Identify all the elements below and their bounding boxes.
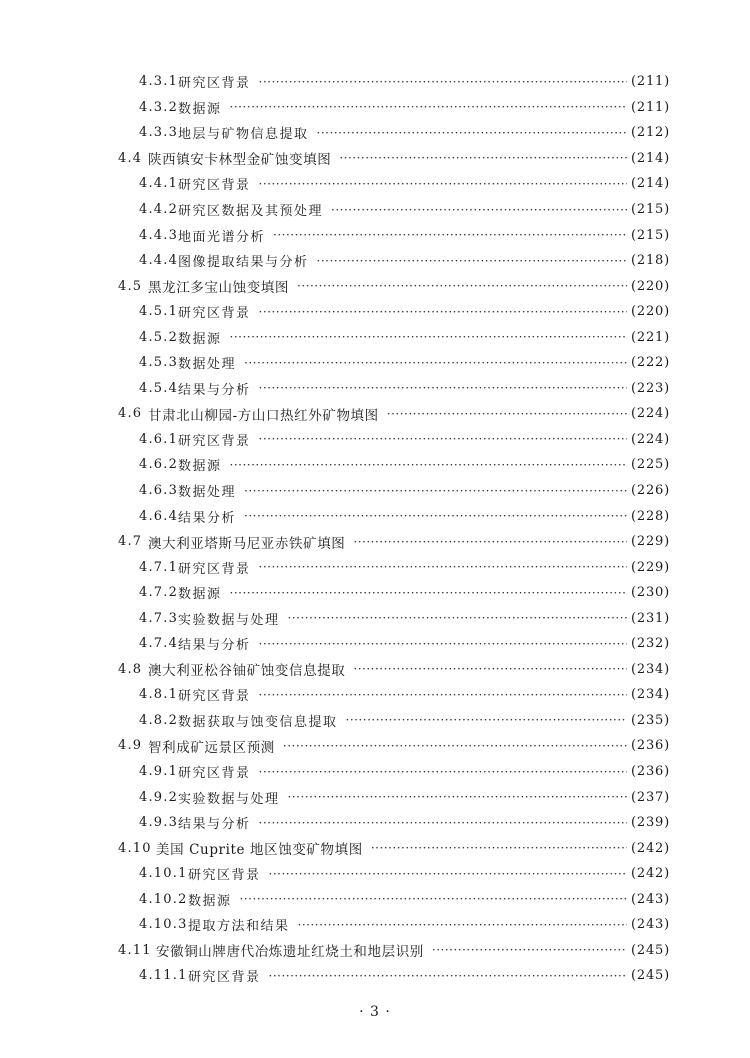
toc-entry-number: 4.4.2 [139, 202, 179, 217]
dot-leader [317, 254, 628, 268]
toc-entry-number: 4.7.3 [139, 610, 179, 626]
dot-leader [273, 228, 627, 242]
toc-entry-title: 陕西镇安卡林型金矿蚀变填图 [148, 152, 332, 169]
dot-leader [230, 458, 628, 472]
toc-subsection-entry[interactable] [0, 580, 670, 606]
dot-leader [339, 151, 627, 165]
toc-subsection-entry[interactable] [0, 887, 670, 913]
toc-entry-page: (222) [631, 355, 670, 371]
toc-entry-title: 结果与分析 [178, 382, 251, 398]
toc-entry-number: 4.4.1 [139, 176, 179, 192]
toc-subsection-entry[interactable] [0, 861, 670, 887]
toc-entry-title: 研究区背景 [178, 561, 251, 577]
toc-entry-number: 4.6 [118, 406, 143, 422]
toc-subsection-entry[interactable] [0, 248, 670, 274]
toc-entry-title: 黑龙江多宝山蚀变填图 [148, 280, 289, 297]
toc-subsection-entry[interactable] [0, 708, 670, 734]
toc-entry-page: (224) [631, 431, 670, 447]
toc-entry-number: 4.3.2 [139, 99, 179, 115]
toc-subsection-entry[interactable] [0, 376, 670, 402]
toc-subsection-entry[interactable] [0, 784, 670, 810]
toc-section-entry[interactable] [0, 529, 670, 555]
toc-entry-number: 4.8.2 [139, 712, 179, 728]
toc-entry-number: 4.5.4 [139, 380, 179, 396]
toc-entry-title: 数据源 [178, 101, 222, 117]
toc-entry-page: (214) [631, 150, 670, 166]
dot-leader [387, 407, 627, 421]
toc-entry-number: 4.4.3 [139, 227, 179, 243]
toc-entry-title: 实验数据与处理 [178, 612, 280, 628]
dot-leader [371, 841, 627, 855]
toc-entry-number: 4.6.3 [139, 483, 179, 499]
toc-entry-title: 研究区背景 [178, 766, 251, 782]
toc-entry-title: 研究区背景 [178, 306, 251, 322]
toc-entry-title: 地面光谱分析 [178, 229, 266, 245]
toc-entry-page: (242) [631, 840, 670, 856]
toc-subsection-entry[interactable] [0, 682, 670, 708]
toc-subsection-entry[interactable] [0, 427, 670, 453]
toc-entry-number: 4.6.4 [139, 508, 179, 524]
toc-entry-number: 4.9 [118, 738, 143, 754]
dot-leader [230, 330, 628, 344]
toc-entry-page: (236) [631, 738, 670, 754]
toc-entry-title: 数据获取与蚀变信息提取 [178, 714, 338, 730]
toc-entry-title: 澳大利亚塔斯马尼亚赤铁矿填图 [148, 535, 346, 552]
toc-subsection-entry[interactable] [0, 912, 670, 938]
toc-subsection-entry[interactable] [0, 222, 670, 248]
toc-entry-title: 结果与分析 [178, 817, 251, 833]
dot-leader [259, 432, 628, 446]
toc-entry-title: 实验数据与处理 [178, 791, 280, 807]
toc-section-entry[interactable] [0, 273, 670, 299]
toc-entry-title: 美国 Cuprite 地区蚀变矿物填图 [156, 842, 363, 859]
dot-leader [259, 560, 628, 574]
toc-entry-title: 图像提取结果与分析 [178, 255, 309, 271]
toc-entry-number: 4.10.2 [139, 891, 188, 907]
toc-entry-title: 研究区背景 [178, 689, 251, 705]
toc-entry-page: (229) [631, 559, 670, 575]
toc-entry-title: 研究区背景 [178, 178, 251, 194]
toc-entry-page: (211) [631, 74, 670, 90]
toc-entry-title: 数据处理 [178, 357, 237, 373]
dot-leader [297, 279, 627, 293]
toc-subsection-entry[interactable] [0, 810, 670, 836]
toc-subsection-entry[interactable] [0, 95, 670, 121]
toc-entry-number: 4.10.1 [139, 866, 188, 882]
dot-leader [230, 586, 628, 600]
dot-leader [269, 867, 628, 881]
toc-section-entry[interactable] [0, 733, 670, 759]
dot-leader [331, 203, 627, 217]
toc-entry-page: (220) [631, 278, 670, 294]
toc-subsection-entry[interactable] [0, 69, 670, 95]
dot-leader [432, 943, 627, 957]
toc-entry-number: 4.5.3 [139, 355, 179, 371]
dot-leader [353, 662, 627, 676]
toc-entry-title: 甘肃北山柳园-方山口热红外矿物填图 [148, 407, 379, 424]
toc-section-entry[interactable] [0, 938, 670, 964]
toc-entry-page: (221) [631, 329, 670, 345]
toc-entry-title: 提取方法和结果 [188, 919, 290, 935]
toc-entry-page: (225) [631, 457, 670, 473]
dot-leader [298, 918, 628, 932]
toc-subsection-entry[interactable] [0, 554, 670, 580]
toc-subsection-entry[interactable] [0, 503, 670, 529]
dot-leader [259, 177, 628, 191]
toc-entry-title: 智利成矿远景区预测 [148, 739, 275, 756]
dot-leader [240, 892, 628, 906]
toc-subsection-entry[interactable] [0, 299, 670, 325]
toc-entry-page: (226) [631, 483, 670, 499]
toc-entry-title: 结果与分析 [178, 638, 251, 654]
toc-entry-page: (212) [631, 125, 670, 141]
toc-entry-title: 数据处理 [178, 485, 237, 501]
dot-leader [259, 75, 628, 89]
toc-entry-page: (224) [631, 406, 670, 422]
toc-section-entry[interactable] [0, 146, 670, 172]
toc-entry-page: (228) [631, 508, 670, 524]
toc-entry-title: 研究区数据及其预处理 [178, 204, 324, 219]
dot-leader [259, 765, 628, 779]
dot-leader [288, 611, 628, 625]
toc-subsection-entry[interactable] [0, 197, 670, 223]
dot-leader [244, 356, 627, 370]
toc-entry-page: (239) [631, 815, 670, 831]
toc-subsection-entry[interactable] [0, 759, 670, 785]
dot-leader [346, 713, 628, 727]
toc-entry-number: 4.7.2 [139, 585, 179, 601]
toc-entry-number: 4.5 [118, 278, 143, 294]
toc-entry-number: 4.3.1 [139, 74, 179, 90]
dot-leader [317, 126, 628, 140]
toc-section-entry[interactable] [0, 401, 670, 427]
toc-section-entry[interactable] [0, 657, 670, 683]
toc-entry-title: 研究区背景 [178, 76, 251, 92]
toc-entry-title: 研究区背景 [188, 868, 261, 884]
toc-entry-number: 4.4 [118, 150, 143, 166]
toc-entry-page: (236) [631, 764, 670, 780]
dot-leader [288, 790, 628, 804]
toc-entry-page: (229) [631, 534, 670, 550]
toc-entry-page: (245) [631, 942, 670, 958]
toc-subsection-entry[interactable] [0, 605, 670, 631]
toc-entry-title: 数据源 [188, 893, 232, 909]
toc-entry-number: 4.11 [118, 942, 152, 958]
toc-entry-page: (235) [631, 712, 670, 728]
toc-entry-number: 4.3.3 [139, 125, 179, 141]
toc-entry-page: (243) [631, 917, 670, 933]
toc-entry-number: 4.7.1 [139, 559, 179, 575]
toc-entry-number: 4.8.1 [139, 687, 179, 703]
toc-entry-page: (234) [631, 687, 670, 703]
toc-entry-title: 研究区背景 [178, 433, 251, 449]
toc-entry-page: (242) [631, 866, 670, 882]
toc-entry-page: (215) [631, 202, 670, 217]
toc-entry-number: 4.7.4 [139, 636, 179, 652]
toc-entry-number: 4.6.1 [139, 431, 179, 447]
toc-entry-number: 4.6.2 [139, 457, 179, 473]
toc-entry-title: 安徽铜山牌唐代冶炼遗址红烧土和地层识别 [156, 944, 424, 961]
toc-entry-page: (232) [631, 636, 670, 652]
toc-subsection-entry[interactable] [0, 631, 670, 657]
toc-entry-page: (230) [631, 585, 670, 601]
toc-entry-number: 4.4.4 [139, 253, 179, 269]
dot-leader [259, 688, 628, 702]
toc-subsection-entry[interactable] [0, 452, 670, 478]
toc-entry-page: (218) [631, 253, 670, 269]
dot-leader [353, 535, 627, 549]
toc-entry-title: 数据源 [178, 331, 222, 347]
toc-entry-number: 4.5.2 [139, 329, 179, 345]
dot-leader [259, 816, 628, 830]
toc-entry-title: 结果分析 [178, 510, 237, 526]
dot-leader [244, 509, 627, 523]
toc-entry-title: 数据源 [178, 459, 222, 475]
toc-entry-title: 数据源 [178, 587, 222, 603]
toc-subsection-entry[interactable] [0, 120, 670, 146]
toc-entry-number: 4.9.3 [139, 815, 179, 831]
dot-leader [259, 381, 628, 395]
toc-subsection-entry[interactable] [0, 324, 670, 350]
toc-entry-number: 4.7 [118, 534, 143, 550]
toc-entry-number: 4.8 [118, 661, 143, 677]
toc-entry-page: (214) [631, 176, 670, 192]
toc-entry-page: (223) [631, 380, 670, 396]
toc-entry-number: 4.11.1 [139, 968, 188, 984]
toc-entry-page: (237) [631, 789, 670, 805]
toc-subsection-entry[interactable] [0, 478, 670, 504]
toc-entry-number: 4.5.1 [139, 304, 179, 320]
toc-entry-title: 地层与矿物信息提取 [178, 127, 309, 143]
page-number: · 3 · [359, 1004, 391, 1020]
dot-leader [259, 637, 628, 651]
toc-section-entry[interactable] [0, 835, 670, 861]
toc-entry-page: (245) [631, 968, 670, 984]
toc-entry-number: 4.10.3 [139, 917, 188, 933]
toc-entry-number: 4.10 [118, 840, 152, 856]
dot-leader [244, 484, 627, 498]
toc-subsection-entry[interactable] [0, 171, 670, 197]
toc-entry-page: (243) [631, 891, 670, 907]
toc-entry-title: 澳大利亚松谷铀矿蚀变信息提取 [148, 663, 346, 680]
toc-entry-page: (234) [631, 661, 670, 677]
toc-subsection-entry[interactable] [0, 963, 670, 989]
dot-leader [283, 739, 627, 753]
dot-leader [259, 305, 628, 319]
toc-entry-number: 4.9.2 [139, 789, 179, 805]
dot-leader [269, 969, 628, 983]
toc-entry-page: (231) [631, 610, 670, 626]
toc-entry-page: (211) [631, 99, 670, 115]
toc-entry-page: (215) [631, 227, 670, 243]
toc-subsection-entry[interactable] [0, 350, 670, 376]
toc-entry-page: (220) [631, 304, 670, 320]
table-of-contents [0, 69, 750, 989]
toc-entry-title: 研究区背景 [188, 970, 261, 986]
toc-entry-number: 4.9.1 [139, 764, 179, 780]
dot-leader [230, 100, 628, 114]
